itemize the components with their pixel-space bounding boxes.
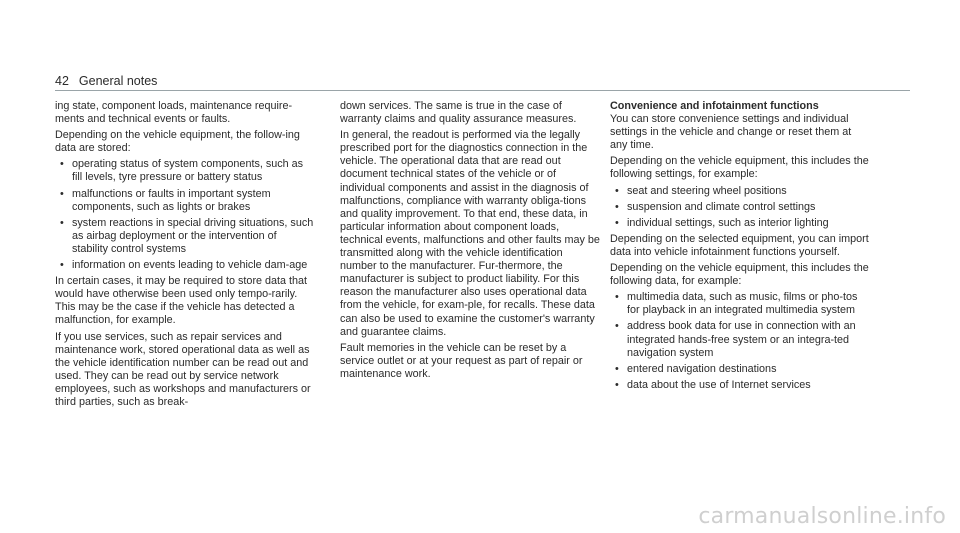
list-item-text: system reactions in special driving situations, such as airbag deployment or the intervention of stability control systems — [72, 216, 314, 255]
list-item — [55, 259, 315, 272]
bullet-icon: • — [615, 362, 619, 375]
header-divider — [55, 90, 910, 91]
paragraph: Depending on the selected equipment, you can import data into vehicle infotainment functions yourself. — [610, 232, 869, 258]
bullet-icon: • — [615, 378, 619, 391]
list-item — [55, 217, 315, 256]
list-item — [610, 217, 870, 230]
paragraph: ing state, component loads, maintenance require-ments and technical events or faults. — [55, 100, 293, 126]
list-item-text: entered navigation destinations — [627, 362, 777, 375]
bullet-icon: • — [615, 184, 619, 197]
paragraph: You can store convenience settings and individual settings in the vehicle and change or reset them at any time. — [610, 113, 852, 152]
column-1 — [55, 100, 315, 412]
bullet-icon: • — [60, 259, 64, 272]
list-item-text: seat and steering wheel positions — [627, 184, 787, 197]
column-2 — [340, 100, 600, 384]
list-item — [610, 320, 870, 359]
paragraph: Depending on the vehicle equipment, this includes the following data, for example: — [610, 262, 869, 288]
page-number: 42 — [55, 74, 69, 88]
bullet-list — [610, 185, 870, 230]
list-item-text: multimedia data, such as music, films or pho-tos for playback in an integrated multimedia system — [627, 291, 858, 317]
page-header — [55, 74, 157, 90]
column-3 — [610, 100, 870, 395]
bullet-icon: • — [615, 200, 619, 213]
bullet-icon: • — [615, 320, 619, 333]
bullet-icon: • — [60, 187, 64, 200]
list-item-text: information on events leading to vehicle dam-age — [72, 259, 308, 272]
bullet-icon: • — [615, 291, 619, 304]
list-item — [55, 188, 315, 214]
paragraph: Fault memories in the vehicle can be reset by a service outlet or at your request as part of repair or maintenance work. — [340, 341, 583, 380]
paragraph: If you use services, such as repair services and maintenance work, stored operational data as well as the vehicle identification number can be read out and used. They can be read out by service network employees, such as workshops and manufacturers or third parties, such as break- — [55, 330, 311, 408]
list-item — [55, 158, 315, 184]
bullet-list — [55, 158, 315, 272]
bullet-icon: • — [615, 216, 619, 229]
list-item — [610, 201, 870, 214]
bullet-icon: • — [60, 158, 64, 171]
site-watermark: carmanualsonline.info — [698, 504, 946, 529]
paragraph: down services. The same is true in the case of warranty claims and quality assurance measures. — [340, 100, 577, 126]
paragraph: In certain cases, it may be required to store data that would have otherwise been used only tempo-rarily. This may be the case if the vehicle has detected a malfunction, for example. — [55, 275, 308, 327]
section-heading: Convenience and infotainment functions — [610, 100, 819, 112]
paragraph: Depending on the vehicle equipment, this includes the following settings, for example: — [610, 155, 869, 181]
list-item — [610, 185, 870, 198]
list-item — [610, 363, 870, 376]
bullet-list — [610, 291, 870, 392]
section-title: General notes — [78, 74, 158, 88]
bullet-icon: • — [60, 216, 64, 229]
list-item-text: address book data for use in connection with an integrated hands-free system or an integra-ted navigation system — [627, 320, 856, 359]
paragraph: Depending on the vehicle equipment, the follow-ing data are stored: — [55, 129, 300, 155]
list-item — [610, 291, 870, 317]
list-item — [610, 379, 870, 392]
list-item-text: data about the use of Internet services — [627, 378, 811, 391]
paragraph: In general, the readout is performed via the legally prescribed port for the diagnostics connection in the vehicle. The operational data that are read out document technical states of the vehicle or of individual components and assist in the diagnosis of malfunctions, compliance with warranty obliga-tions and quality improvement. To that end, these data, in particular information about component loads, technical events, malfunctions and other faults may be transmitted along with the vehicle identification number to the manufacturer. Fur-thermore, the manufacturer is subject to product liability. For this reason the manufacturer also uses operational data from the vehicle, for exam-ple, for recalls. These data can also be used to examine the customer's warranty and guarantee claims. — [340, 129, 600, 338]
list-item-text: suspension and climate control settings — [627, 200, 816, 213]
list-item-text: malfunctions or faults in important system components, such as lights or brakes — [72, 187, 271, 213]
list-item-text: operating status of system components, such as fill levels, tyre pressure or battery status — [72, 158, 304, 184]
list-item-text: individual settings, such as interior lighting — [627, 216, 829, 229]
